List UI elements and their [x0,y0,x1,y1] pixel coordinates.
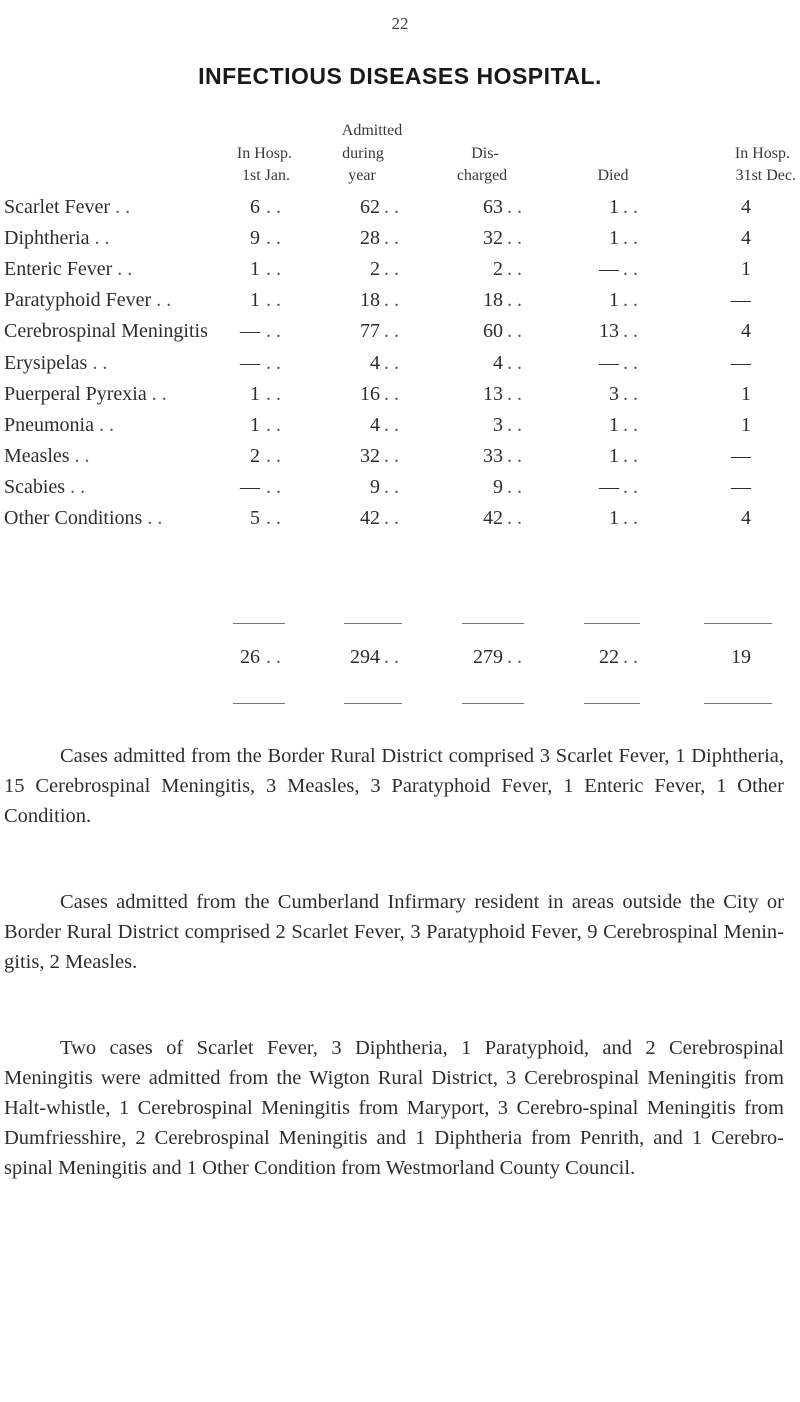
header-during-line1: during [342,145,384,162]
cell-admitted: 4 [370,413,380,436]
leader-dots: . . [623,320,638,343]
leader-dots: . . [266,507,281,529]
total-in-jan: 26 [240,646,260,668]
header-during-line2: year [348,167,376,184]
leader-dots: . . [384,351,399,374]
cell-died: — [599,258,619,281]
table-row [0,383,800,411]
sum-rule [344,623,402,624]
paragraph-other-districts [4,1033,784,1183]
cell-in-jan: — [240,475,260,498]
leader-dots: . . [623,351,638,374]
leader-dots: . . [65,475,86,498]
cell-admitted: 62 [360,196,380,218]
leader-dots: . . [384,507,399,529]
sum-rule [233,623,285,624]
cell-in-jan: 1 [250,258,260,281]
total-died: 22 [599,646,619,668]
cell-in-jan: — [240,320,260,343]
cell-discharged: 13 [483,382,503,405]
cell-admitted: 77 [360,320,380,343]
table-row [0,258,800,286]
page-title: INFECTIOUS DISEASES HOSPITAL. [198,63,602,89]
leader-dots: . . [623,646,638,668]
leader-dots: . . [507,413,522,436]
table-row [0,196,800,224]
cell-died: 1 [609,196,619,218]
leader-dots: . . [507,320,522,343]
disease-name: Pneumonia . . [4,413,114,436]
paragraph-text: Two cases of Scarlet Fever, 3 Diphtheria, 1 Paratyphoid, and 2 Cerebrospinal Meningitis were admitted from the Wigton Rural District, 3 Cerebrospinal Meningitis from Halt-whistle, 1 Cerebrospinal Meningitis from Maryport, 3 Cerebro-spinal Meningitis from Dumfriesshire, 2 Cerebrospinal Meningitis and 1 Diphtheria from Penrith, and 1 Cerebro-spinal Meningitis and 1 Other Condition from Westmorland County Council. [4,1037,784,1179]
cell-in-dec: 1 [741,413,751,436]
cell-admitted: 9 [370,475,380,498]
sum-rule [462,623,524,624]
cell-discharged: 4 [493,351,503,374]
bottom-rule [462,703,524,704]
cell-in-dec: 1 [741,382,751,405]
cell-in-dec: 4 [741,227,751,250]
disease-name: Scarlet Fever . . [4,196,131,218]
leader-dots: . . [384,320,399,343]
leader-dots: . . [623,227,638,250]
leader-dots: . . [384,413,399,436]
leader-dots: . . [89,227,110,250]
cell-in-jan: 9 [250,227,260,250]
table-row [0,289,800,317]
cell-in-dec: 4 [741,320,751,343]
leader-dots: . . [623,507,638,529]
paragraph-border-rural [4,741,784,831]
leader-dots: . . [69,444,90,467]
header-discharged-line1: Dis- [471,145,499,162]
leader-dots: . . [266,289,281,312]
cell-in-dec: 4 [741,507,751,529]
disease-name: Puerperal Pyrexia . . [4,382,167,405]
cell-in-dec: — [731,289,751,312]
leader-dots: . . [266,475,281,498]
leader-dots: . . [384,444,399,467]
cell-died: 1 [609,413,619,436]
table-row [0,445,800,473]
cell-admitted: 28 [360,227,380,250]
leader-dots: . . [151,289,172,312]
bottom-rule [344,703,402,704]
cell-in-dec: — [731,351,751,374]
leader-dots: . . [266,196,281,218]
totals-row [0,646,800,674]
cell-discharged: 63 [483,196,503,218]
leader-dots: . . [94,413,114,436]
leader-dots: . . [507,444,522,467]
leader-dots: . . [146,382,167,405]
header-admitted: Admitted [341,122,403,139]
total-in-dec: 19 [731,646,751,668]
cell-died: — [599,351,619,374]
leader-dots: . . [507,646,522,668]
table-row [0,507,800,535]
sum-rule [704,623,772,624]
leader-dots: . . [507,289,522,312]
cell-died: 1 [609,507,619,529]
leader-dots: . . [507,196,522,218]
leader-dots: . . [266,351,281,374]
leader-dots: . . [507,351,522,374]
leader-dots: . . [623,475,638,498]
cell-in-dec: — [731,475,751,498]
cell-discharged: 3 [493,413,503,436]
disease-name: Measles . . [4,444,90,467]
cell-in-jan: 1 [250,289,260,312]
cell-in-dec: 4 [741,196,751,218]
table-row [0,320,800,348]
leader-dots: . . [384,382,399,405]
header-in-hosp-jan-line2: 1st Jan. [242,167,290,184]
leader-dots: . . [110,196,131,218]
leader-dots: . . [266,258,281,281]
cell-in-jan: 6 [250,196,260,218]
cell-died: 1 [609,227,619,250]
cell-in-jan: 1 [250,413,260,436]
total-discharged: 279 [473,646,503,668]
header-discharged-line2: charged [456,167,508,184]
header-in-hosp-jan-line1: In Hosp. [236,145,292,162]
leader-dots: . . [623,258,638,281]
cell-admitted: 2 [370,258,380,281]
paragraph-text: Cases admitted from the Border Rural District comprised 3 Scarlet Fever, 1 Diphtheria, 15 Cerebrospinal Meningitis, 3 Measles, 3 Paratyphoid Fever, 1 Enteric Fever, 1 Other Condition. [4,745,784,827]
total-admitted: 294 [350,646,380,668]
cell-died: — [599,475,619,498]
cell-discharged: 32 [483,227,503,250]
header-died: Died [597,167,629,184]
cell-admitted: 32 [360,444,380,467]
leader-dots: . . [507,507,522,529]
leader-dots: . . [623,289,638,312]
cell-in-jan: 5 [250,507,260,529]
leader-dots: . . [507,382,522,405]
leader-dots: . . [112,258,133,281]
disease-name: Diphtheria . . [4,227,110,250]
leader-dots: . . [623,196,638,218]
cell-admitted: 18 [360,289,380,312]
leader-dots: . . [87,351,108,374]
leader-dots: . . [623,382,638,405]
cell-in-jan: 2 [250,444,260,467]
bottom-rule [233,703,285,704]
leader-dots: . . [507,227,522,250]
cell-discharged: 42 [483,507,503,529]
cell-in-dec: — [731,444,751,467]
cell-admitted: 16 [360,382,380,405]
disease-name: Other Conditions . . [4,507,163,529]
page-number: 22 [391,14,409,33]
table-row [0,476,800,504]
leader-dots: . . [266,382,281,405]
paragraph-text: Cases admitted from the Cumberland Infirmary resident in areas outside the City or Border Rural District comprised 2 Scarlet Fever, 3 Paratyphoid Fever, 9 Cerebrospinal Menin-gitis, 2 Measles. [4,891,784,973]
header-in-hosp-dec-line2: 31st Dec. [735,167,796,184]
disease-name: Scabies . . [4,475,86,498]
paragraph-cumberland-infirmary [4,887,784,977]
cell-died: 1 [609,444,619,467]
cell-discharged: 9 [493,475,503,498]
leader-dots: . . [384,227,399,250]
cell-in-dec: 1 [741,258,751,281]
table-row [0,352,800,380]
cell-discharged: 2 [493,258,503,281]
disease-name: Paratyphoid Fever . . [4,289,172,312]
leader-dots: . . [384,196,399,218]
cell-in-jan: — [240,351,260,374]
cell-admitted: 4 [370,351,380,374]
leader-dots: . . [266,227,281,250]
cell-discharged: 60 [483,320,503,343]
disease-name: Erysipelas . . [4,351,108,374]
cell-died: 3 [609,382,619,405]
bottom-rule [584,703,640,704]
leader-dots: . . [623,413,638,436]
leader-dots: . . [384,475,399,498]
leader-dots: . . [507,475,522,498]
cell-died: 1 [609,289,619,312]
sum-rule [584,623,640,624]
leader-dots: . . [384,646,399,668]
cell-discharged: 18 [483,289,503,312]
table-row [0,227,800,255]
leader-dots: . . [266,444,281,467]
leader-dots: . . [266,646,281,668]
leader-dots: . . [142,507,163,529]
leader-dots: . . [507,258,522,281]
leader-dots: . . [384,289,399,312]
cell-died: 13 [599,320,619,343]
cell-in-jan: 1 [250,382,260,405]
table-row [0,414,800,442]
header-in-hosp-dec-line1: In Hosp. [734,145,790,162]
leader-dots: . . [266,320,281,343]
leader-dots: . . [623,444,638,467]
cell-admitted: 42 [360,507,380,529]
disease-name: Enteric Fever . . [4,258,133,281]
bottom-rule [704,703,772,704]
leader-dots: . . [384,258,399,281]
disease-name: Cerebrospinal Meningitis [4,320,208,343]
cell-discharged: 33 [483,444,503,467]
leader-dots: . . [266,413,281,436]
